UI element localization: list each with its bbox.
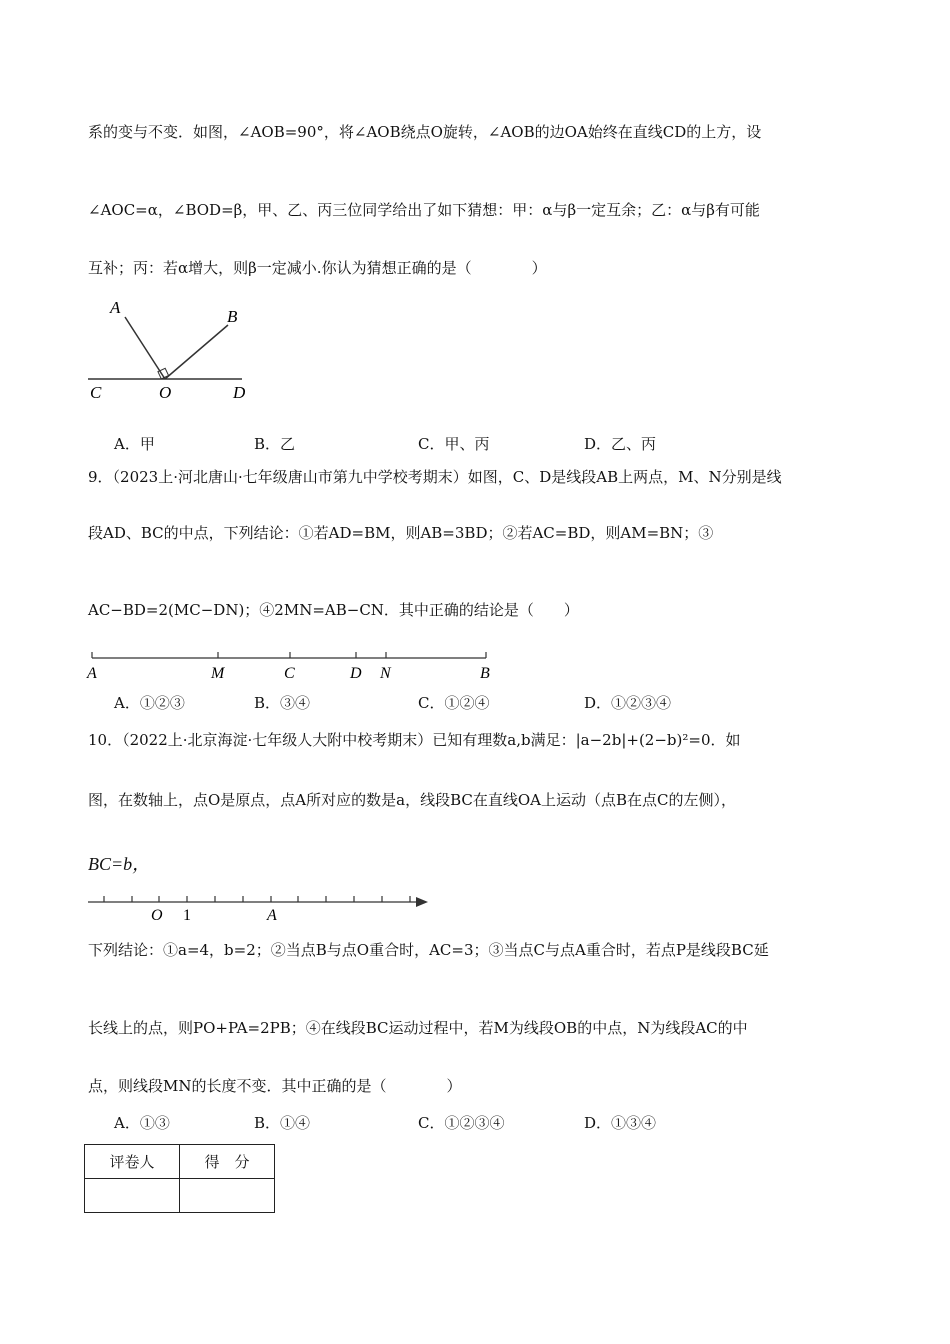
q9-figure xyxy=(84,648,504,688)
q10-line-3: BC=b， xyxy=(88,854,151,874)
q10-number-line xyxy=(84,892,444,928)
label-A: A xyxy=(87,665,97,682)
q8-line-1: 系的变与不变．如图，∠AOB=90°，将∠AOB绕点O旋转，∠AOB的边OA始终在直线CD的上方，设 xyxy=(88,123,762,141)
label-1: 1 xyxy=(183,907,191,924)
q9-line-3: AC−BD=2(MC−DN)；④2MN=AB−CN．其中正确的结论是（ ） xyxy=(88,601,579,619)
score-cell[interactable] xyxy=(180,1179,275,1213)
label-B: B xyxy=(227,307,238,326)
q10-option-b[interactable]: B．①④ xyxy=(254,1114,311,1132)
label-C: C xyxy=(284,665,295,682)
label-O: O xyxy=(159,383,172,402)
grader-cell[interactable] xyxy=(85,1179,180,1213)
q9-line-2: 段AD、BC的中点，下列结论：①若AD=BM，则AB=3BD；②若AC=BD，则AM=BN；③ xyxy=(88,524,714,542)
label-M: M xyxy=(211,665,225,682)
q8-line-3: 互补；丙：若α增大，则β一定减小.你认为猜想正确的是（ ） xyxy=(88,259,547,277)
label-A: A xyxy=(267,907,277,924)
q8-option-d[interactable]: D．乙、丙 xyxy=(584,435,657,453)
label-D: D xyxy=(233,383,246,402)
q8-line-2: ∠AOC=α，∠BOD=β，甲、乙、丙三位同学给出了如下猜想：甲：α与β一定互余；乙：α与β有可能 xyxy=(88,201,760,219)
q10-line-6: 点，则线段MN的长度不变．其中正确的是（ ） xyxy=(88,1077,462,1095)
q10-line-2: 图，在数轴上，点O是原点，点A所对应的数是a，线段BC在直线OA上运动（点B在点C的左侧）， xyxy=(88,791,736,809)
score-table xyxy=(84,1144,275,1213)
q9-option-d[interactable]: D．①②③④ xyxy=(584,694,672,712)
q8-option-c[interactable]: C．甲、丙 xyxy=(418,435,490,453)
q9-option-c[interactable]: C．①②④ xyxy=(418,694,490,712)
label-N: N xyxy=(380,665,391,682)
q9-option-a[interactable]: A．①②③ xyxy=(114,694,185,712)
q10-option-d[interactable]: D．①③④ xyxy=(584,1114,657,1132)
q8-figure xyxy=(80,295,280,405)
q10-line-5: 长线上的点，则PO+PA=2PB；④在线段BC运动过程中，若M为线段OB的中点，N为线段AC的中 xyxy=(88,1019,748,1037)
grader-header: 评卷人 xyxy=(85,1145,180,1179)
q8-option-b[interactable]: B．乙 xyxy=(254,435,296,453)
q8-option-a[interactable]: A．甲 xyxy=(114,435,155,453)
q10-option-a[interactable]: A．①③ xyxy=(114,1114,170,1132)
label-B: B xyxy=(480,665,490,682)
q10-line-4: 下列结论：①a=4，b=2；②当点B与点O重合时，AC=3；③当点C与点A重合时，若点P是线段BC延 xyxy=(88,941,769,959)
label-D: D xyxy=(350,665,362,682)
score-header: 得 分 xyxy=(180,1145,275,1179)
label-A: A xyxy=(110,298,121,317)
label-C: C xyxy=(90,383,102,402)
q10-line-1: 10．（2022上·北京海淀·七年级人大附中校考期末）已知有理数a,b满足：|a−2b|+(2−b)²=0．如 xyxy=(88,731,741,749)
q9-option-b[interactable]: B．③④ xyxy=(254,694,311,712)
q10-option-c[interactable]: C．①②③④ xyxy=(418,1114,505,1132)
q9-line-1: 9．（2023上·河北唐山·七年级唐山市第九中学校考期末）如图，C、D是线段AB上两点，M、N分别是线 xyxy=(88,468,782,486)
label-O: O xyxy=(151,907,163,924)
